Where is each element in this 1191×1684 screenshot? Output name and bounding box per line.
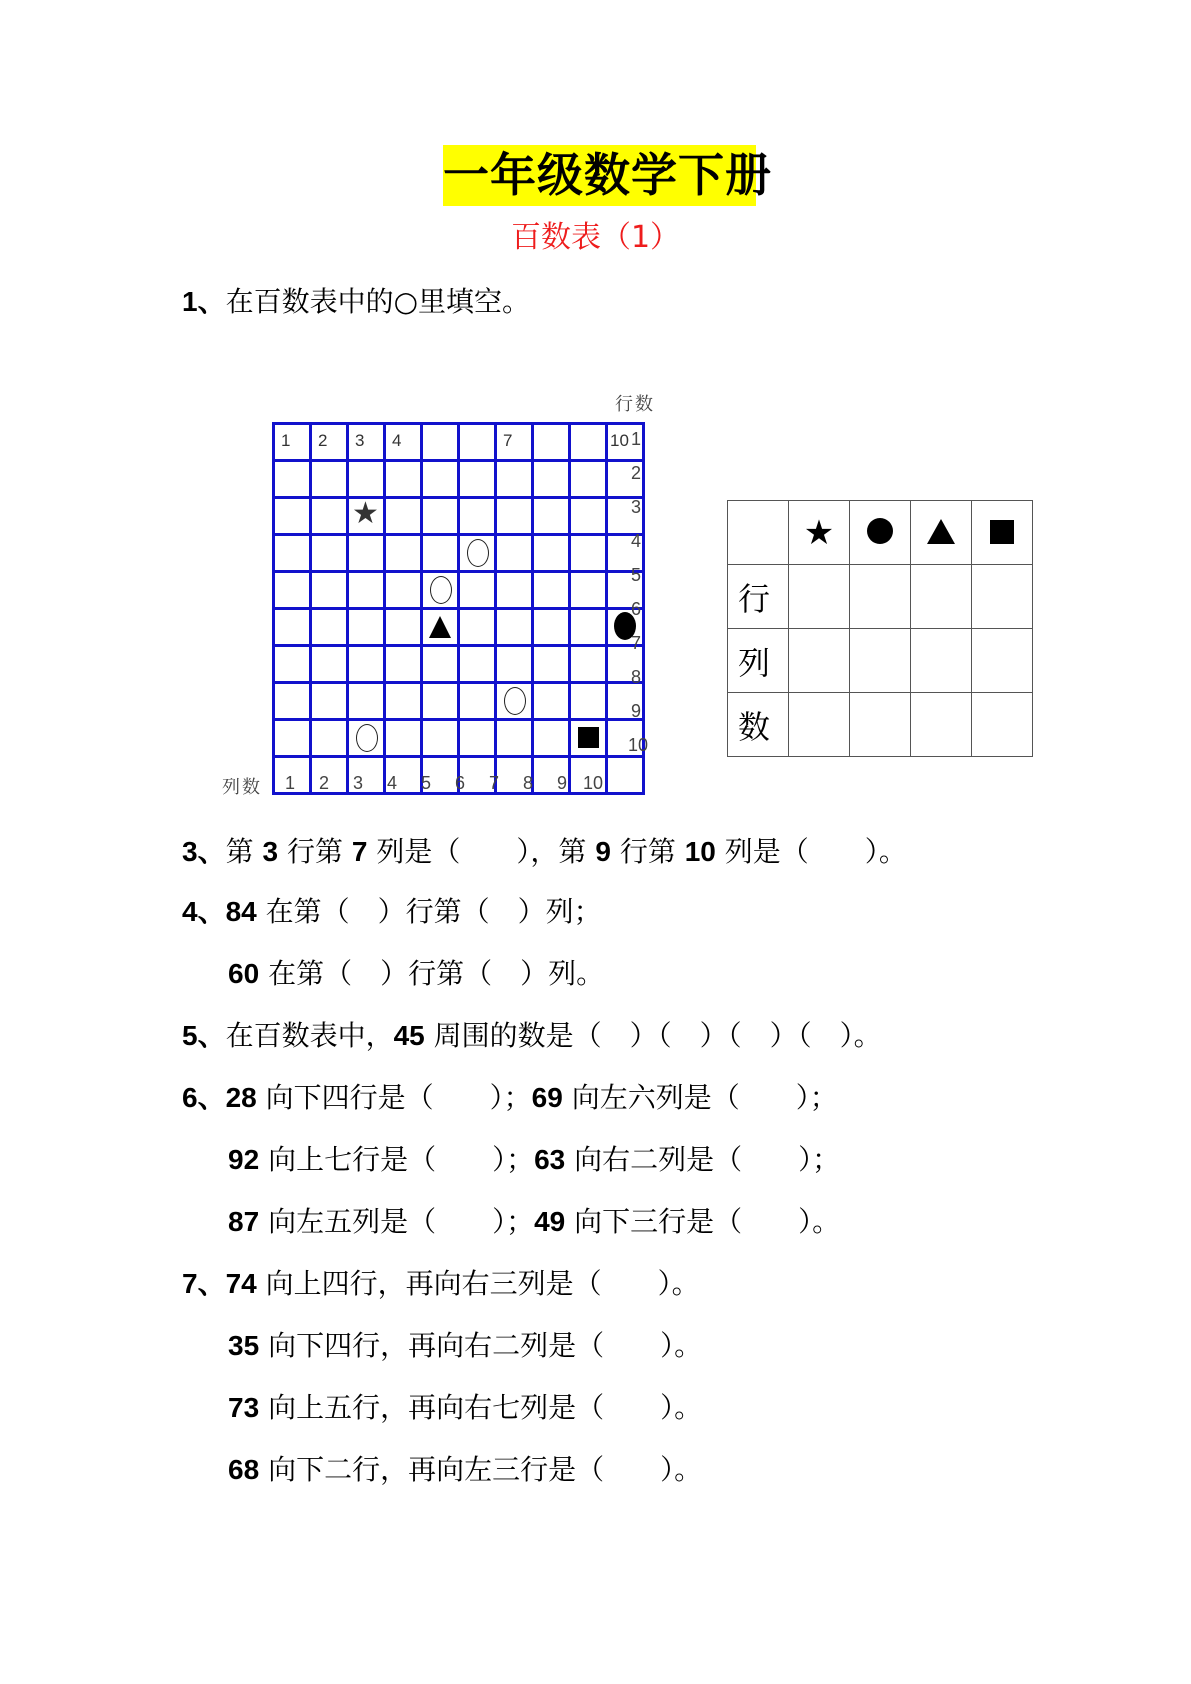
- grid-row: [274, 461, 644, 498]
- grid-cell: [459, 424, 496, 461]
- hundred-grid: [272, 422, 629, 762]
- question-6-line-3: [228, 1202, 840, 1242]
- row-number-label: 3: [631, 497, 642, 517]
- grid-cell: [385, 609, 422, 646]
- grid-cell: [385, 720, 422, 757]
- number: 84: [225, 896, 257, 927]
- grid-cell: [570, 572, 607, 609]
- grid-cell: [570, 646, 607, 683]
- question-number: 3、: [182, 836, 226, 867]
- question-6-line-1: [182, 1078, 838, 1118]
- question-text[interactable]: 周围的数是（ ）（ ）（ ）（ ）。: [433, 1019, 882, 1052]
- grid-number: 10: [610, 431, 629, 450]
- col-number-label: 2: [319, 773, 330, 793]
- grid-cell: [274, 646, 311, 683]
- worksheet-subtitle: 百数表（1）: [510, 220, 681, 255]
- row-number-label: 6: [631, 599, 642, 619]
- grid-cell: [311, 609, 348, 646]
- grid-cell: [385, 535, 422, 572]
- grid-row: [274, 683, 644, 720]
- number: 92: [228, 1144, 260, 1175]
- grid-number: 2: [318, 431, 328, 450]
- number: 7: [351, 836, 368, 867]
- grid-row: [274, 609, 644, 646]
- grid-cell: [533, 720, 570, 757]
- square-icon: [578, 727, 599, 748]
- text: ，第: [530, 835, 587, 868]
- star-header-cell: [789, 501, 850, 565]
- grid-cell: [311, 683, 348, 720]
- row-number-label: 10: [628, 735, 649, 755]
- question-3: [182, 832, 907, 872]
- answer-cell[interactable]: [789, 693, 850, 757]
- grid-cell: [570, 535, 607, 572]
- number: 28: [225, 1082, 257, 1113]
- grid-cell: [311, 424, 348, 461]
- grid-cell: [459, 498, 496, 535]
- grid-cell: [422, 498, 459, 535]
- answer-row-number: [728, 693, 1033, 757]
- grid-cell: [533, 461, 570, 498]
- question-7-line-1: [182, 1264, 700, 1304]
- number: 9: [595, 836, 611, 867]
- number: 74: [225, 1268, 257, 1299]
- grid-row: [274, 572, 644, 609]
- grid-cell: [311, 461, 348, 498]
- answer-cell[interactable]: [850, 629, 911, 693]
- grid-cell: [274, 720, 311, 757]
- col-number-label: 3: [353, 773, 364, 793]
- grid-cell: [570, 461, 607, 498]
- grid-number: 7: [503, 431, 513, 450]
- grid-cell: [311, 646, 348, 683]
- row-number-label: 1: [631, 429, 642, 449]
- question-text[interactable]: 向上五行，再向右七列是（ ）。: [268, 1391, 703, 1424]
- grid-cell: [496, 535, 533, 572]
- grid-cell: [274, 461, 311, 498]
- text: 在百数表中，: [225, 1019, 394, 1052]
- text: 行第: [286, 835, 343, 868]
- answer-blank[interactable]: 列是（ ）: [376, 835, 531, 868]
- number: 73: [228, 1392, 260, 1423]
- grid-cell: [311, 572, 348, 609]
- col-number-label: 6: [455, 773, 466, 793]
- grid-cell: [422, 646, 459, 683]
- square-icon: [990, 520, 1014, 544]
- grid-cell: [348, 498, 385, 535]
- question-text[interactable]: 向下四行是（ ）；: [265, 1081, 532, 1114]
- row-number-label: 2: [631, 463, 642, 483]
- grid-cell: [348, 461, 385, 498]
- row-label: 行: [728, 565, 789, 629]
- grid-cell: [570, 683, 607, 720]
- question-7-line-3: [228, 1388, 702, 1428]
- grid-cell: [385, 646, 422, 683]
- grid-number: 3: [355, 431, 365, 450]
- question-number: 4、: [182, 896, 226, 927]
- question-text[interactable]: 在第（ ）行第（ ）列。: [268, 957, 605, 990]
- text: 第: [225, 835, 254, 868]
- grid-cell: [422, 461, 459, 498]
- star-icon: ★: [803, 512, 835, 553]
- grid-cell: [496, 424, 533, 461]
- grid-cell: [385, 498, 422, 535]
- answer-cell[interactable]: [911, 693, 972, 757]
- question-number: 1、: [182, 286, 226, 317]
- question-5: [182, 1016, 882, 1056]
- grid-cell: [274, 683, 311, 720]
- col-number-label: 8: [523, 773, 534, 793]
- text: 。: [878, 835, 907, 868]
- question-4-line-2: [228, 954, 604, 994]
- question-6-line-2: [228, 1140, 840, 1180]
- grid-cell: [533, 572, 570, 609]
- answer-cell[interactable]: [972, 565, 1033, 629]
- grid-number: 1: [281, 431, 291, 450]
- number: 60: [228, 958, 260, 989]
- answer-cell[interactable]: [911, 565, 972, 629]
- grid-cell: [311, 535, 348, 572]
- grid-cell: [385, 683, 422, 720]
- grid-cell: [274, 498, 311, 535]
- symbol-header-row: [728, 501, 1033, 565]
- circle-icon: [867, 518, 893, 544]
- number: 49: [534, 1206, 566, 1237]
- row-number-label: 9: [631, 701, 642, 721]
- grid-cell: [533, 683, 570, 720]
- col-number-label: 9: [557, 773, 568, 793]
- number-label: 数: [728, 693, 789, 757]
- col-label: 列: [728, 629, 789, 693]
- grid-cell: [570, 609, 607, 646]
- square-header-cell: [972, 501, 1033, 565]
- triangle-header-cell: [911, 501, 972, 565]
- question-number: 7、: [182, 1268, 226, 1299]
- number: 3: [262, 836, 279, 867]
- row-number-label: 8: [631, 667, 642, 687]
- number: 10: [684, 836, 716, 867]
- grid-row: [274, 535, 644, 572]
- hundred-grid-table: [272, 422, 645, 795]
- grid-cell: [459, 683, 496, 720]
- grid-cell: [422, 572, 459, 609]
- grid-cell: [607, 757, 644, 794]
- question-text[interactable]: 在第（ ）行第（ ）列；: [265, 895, 602, 928]
- circle-header-cell: [850, 501, 911, 565]
- grid-row: [274, 646, 644, 683]
- blank-oval-input[interactable]: [467, 539, 489, 567]
- grid-cell: [496, 646, 533, 683]
- grid-cell: [348, 720, 385, 757]
- row-axis-title: 行数: [615, 394, 655, 415]
- grid-cell: [570, 498, 607, 535]
- grid-number: 4: [392, 431, 402, 450]
- question-text[interactable]: 向上七行是（ ）；: [268, 1143, 535, 1176]
- col-number-label: 4: [387, 773, 398, 793]
- grid-cell: [348, 535, 385, 572]
- grid-cell: [311, 720, 348, 757]
- answer-cell[interactable]: [850, 565, 911, 629]
- col-number-label: 10: [583, 773, 604, 793]
- number: 35: [228, 1330, 260, 1361]
- grid-cell: [385, 572, 422, 609]
- question-text: 在百数表中的○里填空。: [225, 285, 531, 318]
- blank-oval-input[interactable]: [504, 687, 526, 715]
- grid-row: [274, 498, 644, 535]
- col-number-label: 1: [285, 773, 296, 793]
- answer-table: [727, 500, 1027, 753]
- answer-cell[interactable]: [789, 629, 850, 693]
- grid-row: [274, 720, 644, 757]
- grid-cell: [274, 609, 311, 646]
- question-text[interactable]: 向下二行，再向左三行是（ ）。: [268, 1453, 703, 1486]
- grid-cell: [533, 424, 570, 461]
- question-text[interactable]: 向下三行是（ ）。: [574, 1205, 841, 1238]
- question-text[interactable]: 向左五列是（ ）；: [268, 1205, 535, 1238]
- triangle-icon: [429, 616, 451, 638]
- grid-cell: [274, 535, 311, 572]
- grid-cell: [348, 646, 385, 683]
- grid-cell: [459, 609, 496, 646]
- grid-cell: [348, 424, 385, 461]
- grid-cell: [459, 572, 496, 609]
- text: 行第: [619, 835, 676, 868]
- question-text[interactable]: 向左六列是（ ）；: [571, 1081, 838, 1114]
- grid-cell: [348, 609, 385, 646]
- row-number-label: 4: [631, 531, 642, 551]
- grid-cell: [274, 424, 311, 461]
- grid-cell: [422, 720, 459, 757]
- grid-cell: [422, 683, 459, 720]
- question-text[interactable]: 向上四行，再向右三列是（ ）。: [265, 1267, 700, 1300]
- worksheet-title: 一年级数学下册: [443, 145, 756, 206]
- grid-cell: [459, 720, 496, 757]
- number: 68: [228, 1454, 260, 1485]
- question-number: 6、: [182, 1082, 226, 1113]
- grid-cell: [533, 609, 570, 646]
- grid-cell: [348, 572, 385, 609]
- grid-cell: [459, 461, 496, 498]
- question-4-line-1: [182, 892, 602, 932]
- number: 69: [531, 1082, 563, 1113]
- star-icon: ★: [352, 497, 379, 530]
- grid-cell: [459, 646, 496, 683]
- grid-cell: [496, 498, 533, 535]
- col-number-label: 5: [421, 773, 432, 793]
- answer-cell[interactable]: [972, 693, 1033, 757]
- blank-oval-input[interactable]: [356, 724, 378, 752]
- grid-cell: [422, 535, 459, 572]
- question-7-line-4: [228, 1450, 702, 1490]
- triangle-icon: [927, 519, 955, 544]
- answer-cell[interactable]: [850, 693, 911, 757]
- row-number-label: 5: [631, 565, 642, 585]
- question-7-line-2: [228, 1326, 702, 1366]
- grid-cell: [274, 572, 311, 609]
- grid-cell: [496, 572, 533, 609]
- answer-cell[interactable]: [789, 565, 850, 629]
- grid-cell: [496, 683, 533, 720]
- blank-oval-input[interactable]: [430, 576, 452, 604]
- number: 87: [228, 1206, 260, 1237]
- answer-row-col: [728, 629, 1033, 693]
- grid-cell: [570, 424, 607, 461]
- grid-cell: [348, 683, 385, 720]
- grid-cell: [385, 461, 422, 498]
- empty-corner-cell: [728, 501, 789, 565]
- row-number-label: 7: [631, 633, 642, 653]
- grid-cell: [422, 424, 459, 461]
- grid-cell: [533, 498, 570, 535]
- grid-cell: [533, 646, 570, 683]
- grid-cell: [496, 461, 533, 498]
- answer-cell[interactable]: [972, 629, 1033, 693]
- question-text[interactable]: 向右二列是（ ）；: [574, 1143, 841, 1176]
- grid-cell: [496, 609, 533, 646]
- question-1: [182, 282, 530, 322]
- question-text[interactable]: 向下四行，再向右二列是（ ）。: [268, 1329, 703, 1362]
- grid-row: [274, 424, 644, 461]
- answer-row-row: [728, 565, 1033, 629]
- grid-cell: [385, 424, 422, 461]
- number: 45: [393, 1020, 425, 1051]
- grid-cell: [311, 498, 348, 535]
- grid-cell: [533, 535, 570, 572]
- grid-cell: [459, 535, 496, 572]
- col-axis-title: 列数: [222, 777, 262, 798]
- answer-cell[interactable]: [911, 629, 972, 693]
- number: 63: [534, 1144, 566, 1175]
- grid-cell: [570, 720, 607, 757]
- grid-cell: [496, 720, 533, 757]
- question-number: 5、: [182, 1020, 226, 1051]
- grid-cell: [422, 609, 459, 646]
- col-number-label: 7: [489, 773, 500, 793]
- answer-blank[interactable]: 列是（ ）: [724, 835, 879, 868]
